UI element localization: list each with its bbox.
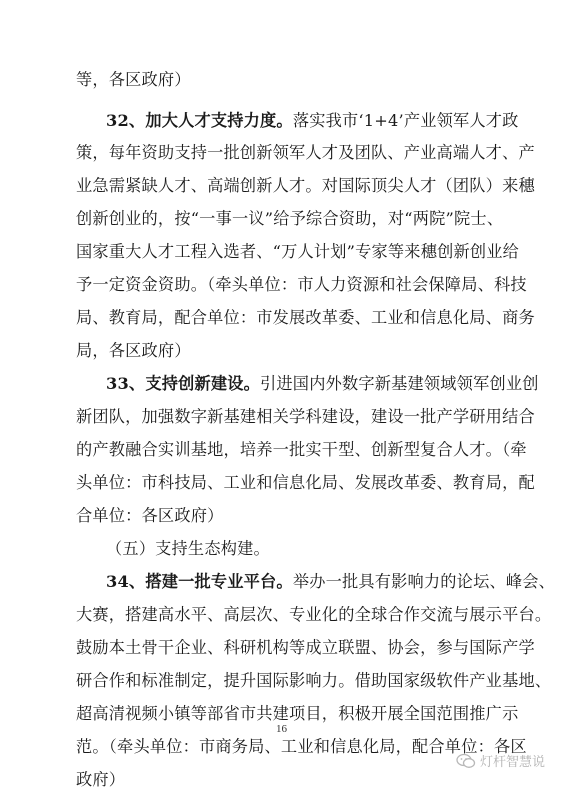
paragraph-32-first-line [106,111,519,131]
page-number: 16 [276,723,287,735]
section-heading: （五）支持生态构建。 [106,539,270,558]
text-line: 等，各区政府） [76,70,191,89]
text-line: 国家重大人才工程入选者、“万人计划”专家等来穗创新创业给 [76,242,520,261]
watermark-text: 灯杆智慧说 [480,755,546,770]
item-34-text: 举办一批具有影响力的论坛、峰会、 [292,572,556,591]
text-line: 合单位：各区政府） [76,506,224,525]
text-line: 策，每年资助支持一批创新领军人才及团队、产业高端人才、产 [76,143,535,162]
text-line: 大赛，搭建高水平、高层次、专业化的全球合作交流与展示平台。 [76,605,552,624]
text-line: 政府） [76,770,126,789]
wechat-icon [456,753,476,769]
text-line: 创新创业的，按“一事一议”给予综合资助，对“两院”院士、 [76,209,504,228]
watermark [456,751,545,770]
text-line: 局，各区政府） [76,341,191,360]
paragraph-33-first-line [106,374,539,394]
item-34-heading: 34、搭建一批专业平台。 [106,572,293,591]
text-line: 研合作和标准制定，提升国际影响力。借助国家级软件产业基地、 [76,671,552,690]
text-line: 范。（牵头单位：市商务局、工业和信息化局，配合单位：各区 [76,737,527,756]
text-line: 业急需紧缺人才、高端创新人才。对国际顶尖人才（团队）来穗 [76,176,535,195]
text-line: 新团队，加强数字新基建相关学科建设，建设一批产学研用结合 [76,407,535,426]
item-33-heading: 33、支持创新建设。 [106,374,261,393]
item-33-text: 引进国内外数字新基建领域领军创业创 [260,374,539,393]
text-line: 头单位：市科技局、工业和信息化局、发展改革委、教育局，配 [76,473,535,492]
item-32-heading: 32、加大人才支持力度。 [106,111,293,130]
paragraph-34-first-line [106,572,555,592]
text-line: 鼓励本土骨干企业、科研机构等成立联盟、协会，参与国际产学 [76,638,535,657]
item-32-text: 落实我市‘1+4’产业领军人才政 [292,111,519,130]
text-line: 局、教育局，配合单位：市发展改革委、工业和信息化局、商务 [76,308,535,327]
text-line: 的产教融合实训基地，培养一批实干型、创新型复合人才。（牵 [76,440,527,459]
text-line: 予一定资金资助。（牵头单位：市人力资源和社会保障局、科技 [76,275,527,294]
text-line: 超高清视频小镇等部省市共建项目，积极开展全国范围推广示 [76,704,519,723]
